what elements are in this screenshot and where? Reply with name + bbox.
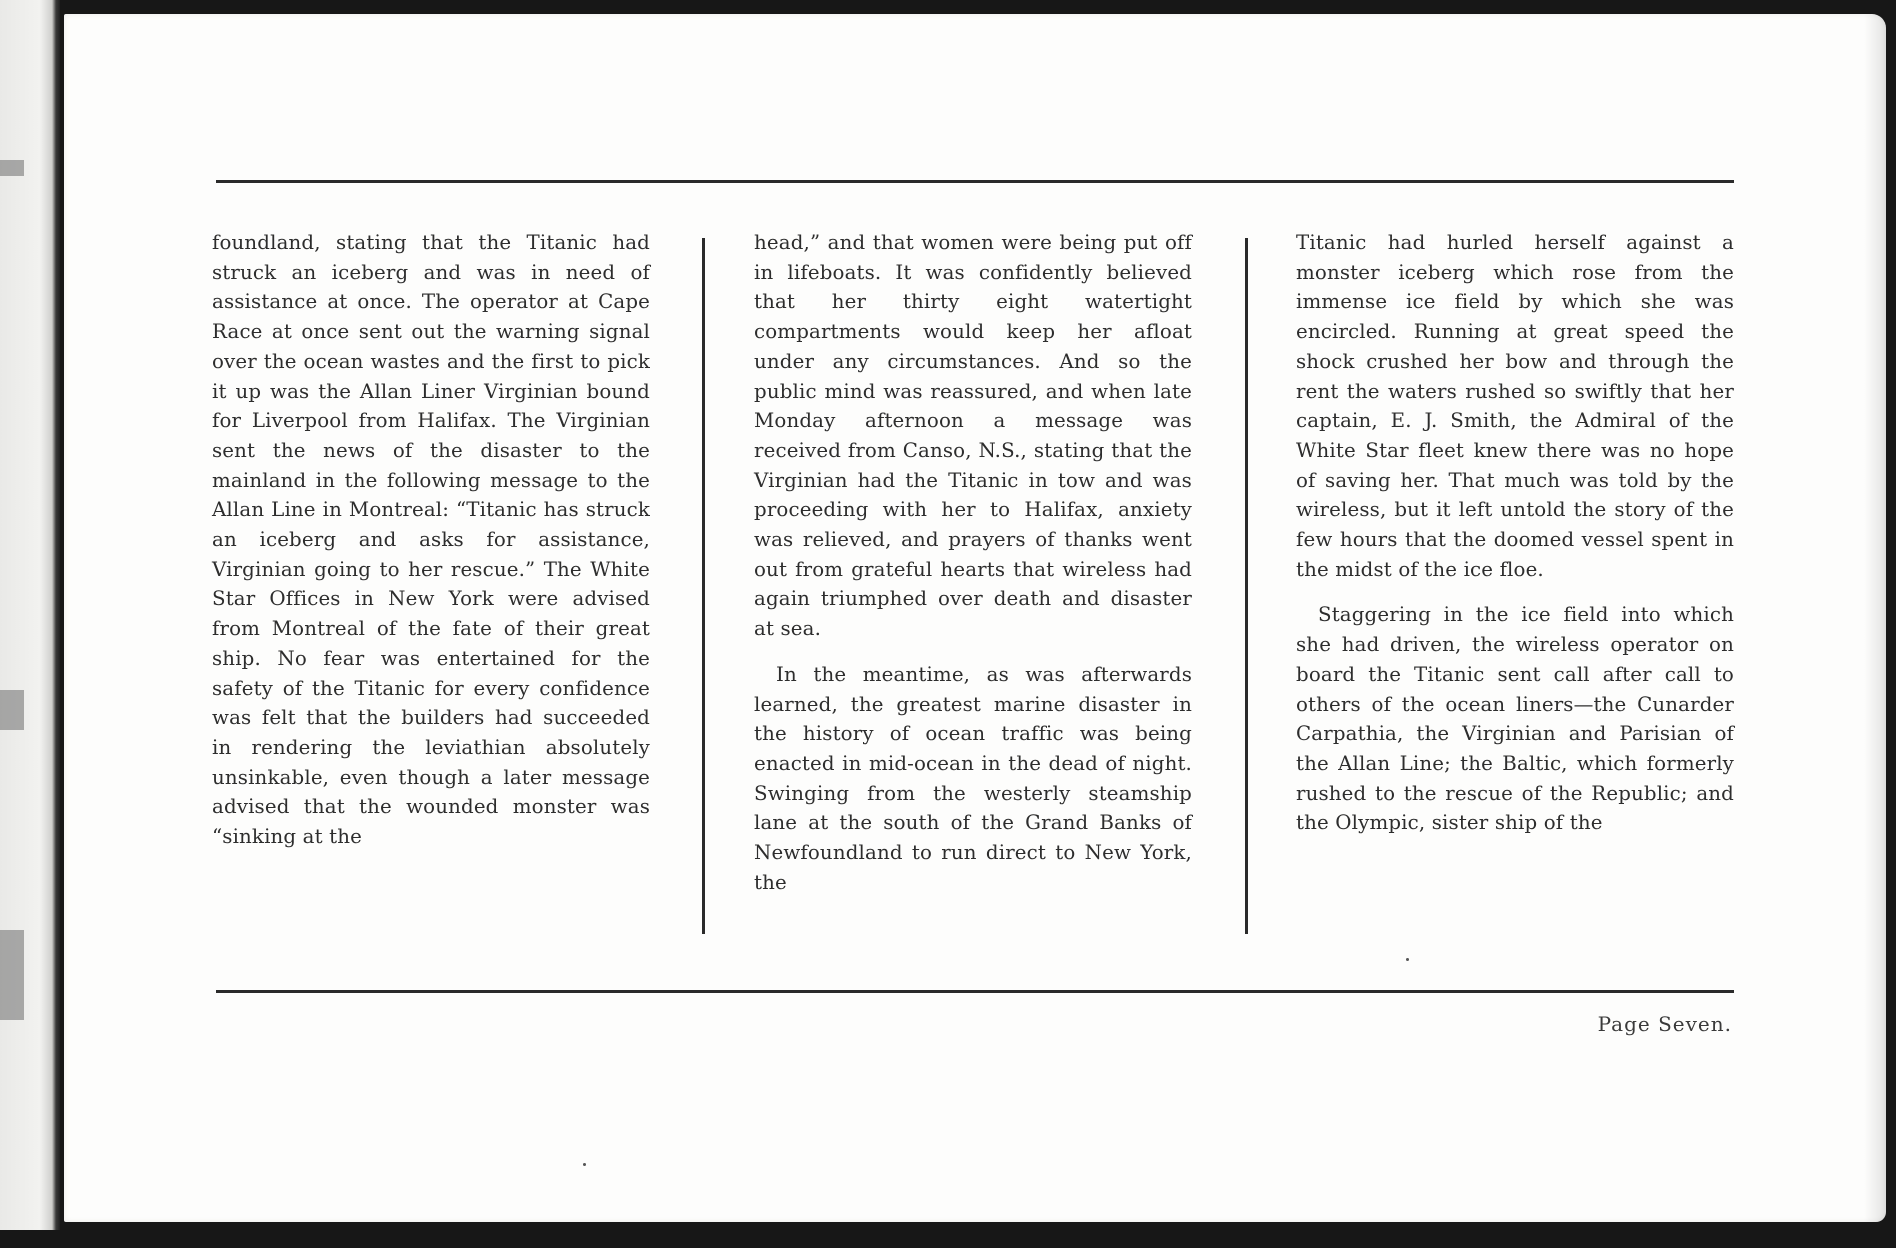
print-speck: [583, 1163, 586, 1166]
paragraph: Staggering in the ice field into which she had driven, the wireless operator on board the Titanic sent call after call to others of the ocean liners—the Cunarder Carpathia, the Virginian and Parisian of the Allan Line; the Baltic, which formerly rushed to the rescue of the Republic; and the Olympic, sister ship of the: [1296, 603, 1734, 835]
paragraph: In the meantime, as was afterwards learned, the greatest marine disaster in the history of ocean traffic was being enacted in mid-ocean in the dead of night. Swinging from the westerly steamship lane at the south of the Grand Banks of Newfoundland to run direct to New York, the: [754, 662, 1192, 894]
print-speck: [0, 690, 24, 730]
text-column-3: [1296, 228, 1734, 838]
adjacent-page-edge: [0, 0, 60, 1230]
print-speck: [0, 930, 24, 1020]
column-divider: [1245, 238, 1248, 934]
page-number: Page Seven.: [1597, 1012, 1732, 1036]
text-column-2: [754, 228, 1192, 897]
top-rule: [216, 180, 1734, 183]
paragraph: Titanic had hurled herself against a monster iceberg which rose from the immense ice field by which she was encircled. Running at great speed the shock crushed her bow and through the rent the waters rushed so swiftly that her captain, E. J. Smith, the Admiral of the White Star fleet knew there was no hope of saving her. That much was told by the wireless, but it left untold the story of the few hours that the doomed vessel spent in the midst of the ice floe.: [1296, 231, 1734, 581]
column-divider: [702, 238, 705, 934]
text-column-1: [212, 228, 650, 852]
paragraph: head,” and that women were being put off in lifeboats. It was confidently believed that her thirty eight watertight compartments would keep her afloat under any circumstances. And so the public mind was reassured, and when late Monday afternoon a message was received from Canso, N.S., stating that the Virginian had the Titanic in tow and was proceeding with her to Halifax, anxiety was relieved, and prayers of thanks went out from grateful hearts that wireless had again triumphed over death and disaster at sea.: [754, 231, 1192, 641]
print-speck: [1406, 958, 1409, 961]
print-speck: [0, 160, 24, 176]
paragraph: foundland, stating that the Titanic had struck an iceberg and was in need of assistance at once. The operator at Cape Race at once sent out the warning signal over the ocean wastes and the first to pick it up was the Allan Liner Virginian bound for Liverpool from Halifax. The Virginian sent the news of the disaster to the mainland in the following message to the Allan Line in Montreal: “Titanic has struck an iceberg and asks for assistance, Virginian going to her rescue.” The White Star Offices in New York were advised from Montreal of the fate of their great ship. No fear was entertained for the safety of the Titanic for every confidence was felt that the builders had succeeded in rendering the leviathian absolutely unsinkable, even though a later message advised that the wounded monster was “sinking at the: [212, 231, 650, 849]
bottom-rule: [216, 990, 1734, 993]
